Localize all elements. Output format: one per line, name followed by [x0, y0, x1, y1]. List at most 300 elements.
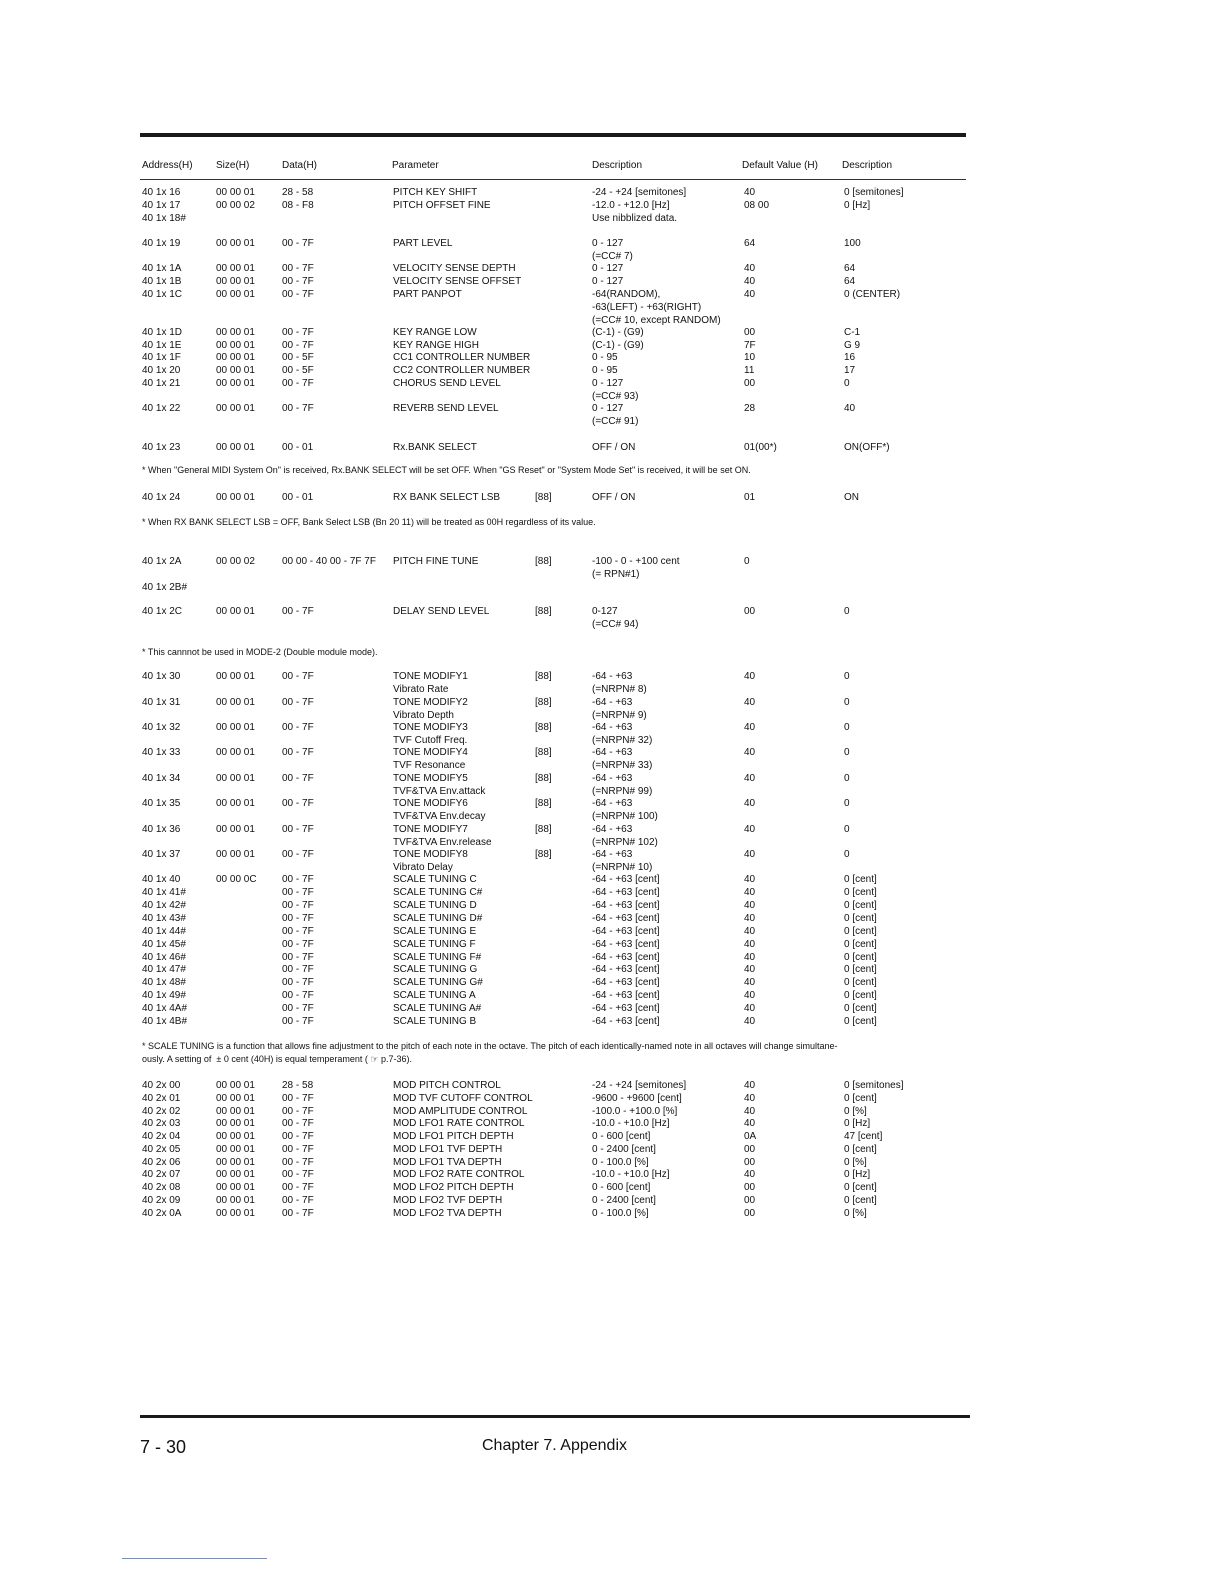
parameter-cell: PITCH FINE TUNE: [393, 556, 479, 567]
parameter-cell: TONE MODIFY5 TVF&TVA Env.attack: [393, 773, 486, 797]
default-value-cell: 40: [744, 187, 756, 198]
description-cell: -64 - +63 [cent]: [592, 939, 660, 950]
size-cell: 00 00 01: [216, 773, 255, 784]
address-cell: 40 1x 20: [142, 365, 181, 376]
description-cell: -64 - +63 [cent]: [592, 1003, 660, 1014]
default-value-cell: 40: [744, 773, 756, 784]
header-description-2: Description: [842, 160, 893, 171]
default-description-cell: 64: [844, 276, 856, 287]
address-cell: 40 1x 47#: [142, 964, 186, 975]
address-cell: 40 1x 4A#: [142, 1003, 188, 1014]
default-value-cell: 40: [744, 1106, 756, 1117]
description-cell: -64 - +63 (=NRPN# 33): [592, 747, 653, 771]
default-value-cell: 40: [744, 798, 756, 809]
default-value-cell: 64: [744, 238, 756, 249]
default-description-cell: 0 [cent]: [844, 1195, 877, 1206]
data-range-cell: 08 - F8: [282, 200, 314, 211]
default-value-cell: 40: [744, 1169, 756, 1180]
size-cell: 00 00 01: [216, 798, 255, 809]
default-value-cell: 01(00*): [744, 442, 777, 453]
size-cell: 00 00 01: [216, 352, 255, 363]
default-value-cell: 00: [744, 1195, 756, 1206]
default-description-cell: 0: [844, 722, 850, 733]
description-cell: -64 - +63 (=NRPN# 99): [592, 773, 653, 797]
note-mode2: * This cannnot be used in MODE-2 (Double module mode).: [142, 647, 378, 657]
default-value-cell: 7F: [744, 340, 756, 351]
description-cell: -64 - +63 [cent]: [592, 964, 660, 975]
description-cell: -64 - +63 [cent]: [592, 1016, 660, 1027]
default-description-cell: 0 [Hz]: [844, 200, 871, 211]
address-cell: 40 1x 36: [142, 824, 181, 835]
description-cell: -64 - +63 [cent]: [592, 874, 660, 885]
size-cell: 00 00 01: [216, 492, 255, 503]
data-range-cell: 00 - 7F: [282, 913, 314, 924]
description-cell: 0 - 2400 [cent]: [592, 1195, 656, 1206]
parameter-cell: PART LEVEL: [393, 238, 453, 249]
data-range-cell: 00 - 7F: [282, 340, 314, 351]
size-cell: 00 00 01: [216, 238, 255, 249]
address-cell: 40 1x 2B#: [142, 582, 188, 593]
address-cell: 40 1x 31: [142, 697, 181, 708]
parameter-cell: CC1 CONTROLLER NUMBER: [393, 352, 531, 363]
page-number: 7 - 30: [140, 1437, 187, 1457]
parameter-cell: CC2 CONTROLLER NUMBER: [393, 365, 531, 376]
address-cell: 40 1x 1A: [142, 263, 182, 274]
parameter-cell: DELAY SEND LEVEL: [393, 606, 490, 617]
parameter-cell: MOD LFO2 TVF DEPTH: [393, 1195, 503, 1206]
data-range-cell: 00 - 01: [282, 492, 314, 503]
default-value-cell: 40: [744, 900, 756, 911]
description-cell: 0 - 95: [592, 365, 618, 376]
reference-cell: [88]: [535, 606, 552, 617]
data-range-cell: 00 - 7F: [282, 926, 314, 937]
default-value-cell: 40: [744, 849, 756, 860]
data-range-cell: 00 - 7F: [282, 798, 314, 809]
data-range-cell: 00 - 7F: [282, 671, 314, 682]
parameter-cell: TONE MODIFY8 Vibrato Delay: [393, 849, 468, 873]
address-cell: 40 1x 1E: [142, 340, 182, 351]
address-cell: 40 1x 1B: [142, 276, 182, 287]
reference-cell: [88]: [535, 492, 552, 503]
reference-cell: [88]: [535, 798, 552, 809]
address-cell: 40 1x 30: [142, 671, 181, 682]
parameter-cell: SCALE TUNING A#: [393, 1003, 482, 1014]
default-value-cell: 40: [744, 263, 756, 274]
description-cell: 0 - 127 (=CC# 7): [592, 238, 633, 262]
parameter-cell: MOD PITCH CONTROL: [393, 1080, 501, 1091]
data-range-cell: 00 - 7F: [282, 606, 314, 617]
parameter-cell: SCALE TUNING F#: [393, 952, 482, 963]
parameter-cell: Rx.BANK SELECT: [393, 442, 477, 453]
default-description-cell: 0 [cent]: [844, 874, 877, 885]
address-cell: 40 1x 16: [142, 187, 181, 198]
description-cell: 0 - 2400 [cent]: [592, 1144, 656, 1155]
data-range-cell: 00 - 7F: [282, 403, 314, 414]
data-range-cell: 00 - 5F: [282, 352, 314, 363]
default-value-cell: 0A: [744, 1131, 757, 1142]
reference-cell: [88]: [535, 824, 552, 835]
default-value-cell: 00: [744, 1182, 756, 1193]
description-cell: -64 - +63 [cent]: [592, 887, 660, 898]
default-description-cell: 0 [cent]: [844, 964, 877, 975]
description-cell: 0 - 100.0 [%]: [592, 1208, 649, 1219]
data-range-cell: 00 - 7F: [282, 964, 314, 975]
data-range-cell: 00 - 7F: [282, 874, 314, 885]
parameter-cell: MOD LFO2 TVA DEPTH: [393, 1208, 502, 1219]
size-cell: 00 00 01: [216, 1144, 255, 1155]
default-value-cell: 01: [744, 492, 756, 503]
address-cell: 40 1x 45#: [142, 939, 186, 950]
address-cell: 40 2x 04: [142, 1131, 181, 1142]
parameter-cell: MOD AMPLITUDE CONTROL: [393, 1106, 528, 1117]
description-cell: -64 - +63 (=NRPN# 9): [592, 697, 647, 721]
default-description-cell: 0 [cent]: [844, 913, 877, 924]
description-cell: -12.0 - +12.0 [Hz]: [592, 200, 670, 211]
header-address: Address(H): [142, 160, 193, 171]
address-cell: 40 1x 1D: [142, 327, 183, 338]
description-cell: 0 - 127: [592, 276, 624, 287]
reference-cell: [88]: [535, 849, 552, 860]
address-cell: 40 2x 0A: [142, 1208, 182, 1219]
data-range-cell: 00 - 01: [282, 442, 314, 453]
parameter-cell: PART PANPOT: [393, 289, 462, 300]
default-description-cell: 0 [cent]: [844, 1144, 877, 1155]
default-value-cell: 40: [744, 990, 756, 1001]
description-cell: -64 - +63 (=NRPN# 100): [592, 798, 658, 822]
description-cell: (C-1) - (G9): [592, 327, 644, 338]
header-parameter: Parameter: [392, 160, 439, 171]
address-cell: 40 1x 44#: [142, 926, 186, 937]
default-description-cell: 0: [844, 798, 850, 809]
default-value-cell: 00: [744, 1144, 756, 1155]
data-range-cell: 00 - 7F: [282, 887, 314, 898]
parameter-cell: MOD LFO2 RATE CONTROL: [393, 1169, 525, 1180]
address-cell: 40 1x 41#: [142, 887, 186, 898]
description-cell: Use nibblized data.: [592, 213, 678, 224]
address-cell: 40 2x 01: [142, 1093, 181, 1104]
parameter-cell: TONE MODIFY2 Vibrato Depth: [393, 697, 468, 721]
parameter-cell: KEY RANGE HIGH: [393, 340, 479, 351]
default-description-cell: 0 [cent]: [844, 1182, 877, 1193]
description-cell: -24 - +24 [semitones]: [592, 1080, 687, 1091]
data-range-cell: 00 - 7F: [282, 276, 314, 287]
default-description-cell: 0 [cent]: [844, 939, 877, 950]
description-cell: -64 - +63 [cent]: [592, 990, 660, 1001]
default-description-cell: 0 [Hz]: [844, 1118, 871, 1129]
parameter-cell: SCALE TUNING D#: [393, 913, 483, 924]
size-cell: 00 00 01: [216, 442, 255, 453]
default-value-cell: 40: [744, 977, 756, 988]
parameter-cell: SCALE TUNING E: [393, 926, 477, 937]
default-value-cell: 40: [744, 1003, 756, 1014]
data-range-cell: 00 - 7F: [282, 1016, 314, 1027]
parameter-cell: REVERB SEND LEVEL: [393, 403, 499, 414]
page-link-underline: [122, 1558, 267, 1559]
address-cell: 40 1x 32: [142, 722, 181, 733]
description-cell: -100.0 - +100.0 [%]: [592, 1106, 678, 1117]
address-cell: 40 1x 24: [142, 492, 181, 503]
description-cell: -100 - 0 - +100 cent (= RPN#1): [592, 556, 680, 580]
default-description-cell: 0 [cent]: [844, 926, 877, 937]
reference-cell: [88]: [535, 697, 552, 708]
description-cell: 0 - 127: [592, 263, 624, 274]
address-cell: 40 1x 19: [142, 238, 181, 249]
note-scale-tuning: * SCALE TUNING is a function that allows fine adjustment to the pitch of each note in the octave. The pitch of each identically-named note in all octaves will change simultane- ously. A setting of ± 0 cent (40H) is equal temperament ( ☞ p.7-36).: [142, 1041, 838, 1064]
default-value-cell: 40: [744, 697, 756, 708]
data-range-cell: 00 - 7F: [282, 1003, 314, 1014]
description-cell: (C-1) - (G9): [592, 340, 644, 351]
default-description-cell: 0 (CENTER): [844, 289, 901, 300]
default-description-cell: 16: [844, 352, 856, 363]
description-cell: OFF / ON: [592, 492, 636, 503]
size-cell: 00 00 01: [216, 1208, 255, 1219]
description-cell: -64 - +63 [cent]: [592, 952, 660, 963]
default-value-cell: 40: [744, 1080, 756, 1091]
parameter-cell: TONE MODIFY1 Vibrato Rate: [393, 671, 468, 695]
size-cell: 00 00 01: [216, 1131, 255, 1142]
parameter-cell: VELOCITY SENSE DEPTH: [393, 263, 516, 274]
default-description-cell: 0 [semitones]: [844, 187, 904, 198]
default-description-cell: 0 [Hz]: [844, 1169, 871, 1180]
data-range-cell: 00 - 7F: [282, 773, 314, 784]
parameter-cell: MOD LFO1 RATE CONTROL: [393, 1118, 525, 1129]
data-range-cell: 00 - 7F: [282, 1106, 314, 1117]
parameter-cell: RX BANK SELECT LSB: [393, 492, 501, 503]
data-range-cell: 00 - 7F: [282, 1208, 314, 1219]
description-cell: -64 - +63 [cent]: [592, 977, 660, 988]
description-cell: 0 - 600 [cent]: [592, 1131, 651, 1142]
address-cell: 40 1x 1F: [142, 352, 181, 363]
size-cell: 00 00 01: [216, 824, 255, 835]
chapter-title: Chapter 7. Appendix: [482, 1437, 627, 1454]
description-cell: -64 - +63 (=NRPN# 10): [592, 849, 653, 873]
default-description-cell: 0 [cent]: [844, 1003, 877, 1014]
default-description-cell: 0 [cent]: [844, 952, 877, 963]
default-description-cell: 0 [cent]: [844, 887, 877, 898]
address-cell: 40 1x 2A: [142, 556, 182, 567]
description-cell: -9600 - +9600 [cent]: [592, 1093, 682, 1104]
size-cell: 00 00 02: [216, 556, 255, 567]
parameter-cell: MOD LFO1 PITCH DEPTH: [393, 1131, 514, 1142]
default-value-cell: 0: [744, 556, 750, 567]
address-cell: 40 2x 02: [142, 1106, 181, 1117]
size-cell: 00 00 01: [216, 327, 255, 338]
data-range-cell: 00 - 7F: [282, 378, 314, 389]
size-cell: 00 00 01: [216, 276, 255, 287]
default-description-cell: 0 [cent]: [844, 990, 877, 1001]
parameter-cell: SCALE TUNING C#: [393, 887, 483, 898]
data-range-cell: 00 - 7F: [282, 327, 314, 338]
default-description-cell: 0: [844, 606, 850, 617]
default-value-cell: 40: [744, 964, 756, 975]
reference-cell: [88]: [535, 747, 552, 758]
parameter-cell: MOD LFO2 PITCH DEPTH: [393, 1182, 514, 1193]
default-value-cell: 40: [744, 1016, 756, 1027]
default-description-cell: 0: [844, 824, 850, 835]
data-range-cell: 00 - 7F: [282, 697, 314, 708]
size-cell: 00 00 01: [216, 849, 255, 860]
default-description-cell: 0: [844, 747, 850, 758]
address-cell: 40 2x 07: [142, 1169, 181, 1180]
description-cell: -64(RANDOM), -63(LEFT) - +63(RIGHT) (=CC# 10, except RANDOM): [592, 289, 721, 326]
default-description-cell: 100: [844, 238, 861, 249]
address-cell: 40 1x 1C: [142, 289, 183, 300]
parameter-cell: MOD TVF CUTOFF CONTROL: [393, 1093, 533, 1104]
default-value-cell: 40: [744, 913, 756, 924]
address-cell: 40 1x 37: [142, 849, 181, 860]
description-cell: -64 - +63 (=NRPN# 32): [592, 722, 653, 746]
data-range-cell: 00 - 7F: [282, 952, 314, 963]
default-description-cell: 0 [cent]: [844, 1016, 877, 1027]
note-rx-bank-select-lsb: * When RX BANK SELECT LSB = OFF, Bank Select LSB (Bn 20 11) will be treated as 00H regardless of its value.: [142, 517, 596, 527]
parameter-cell: SCALE TUNING B: [393, 1016, 477, 1027]
data-range-cell: 00 - 7F: [282, 849, 314, 860]
data-range-cell: 00 - 7F: [282, 1118, 314, 1129]
data-range-cell: 00 - 5F: [282, 365, 314, 376]
description-cell: -64 - +63 [cent]: [592, 900, 660, 911]
description-cell: -24 - +24 [semitones]: [592, 187, 687, 198]
data-range-cell: 28 - 58: [282, 1080, 314, 1091]
default-description-cell: C-1: [844, 327, 861, 338]
header-size: Size(H): [216, 160, 250, 171]
default-value-cell: 00: [744, 378, 756, 389]
size-cell: 00 00 02: [216, 200, 255, 211]
parameter-cell: TONE MODIFY7 TVF&TVA Env.release: [393, 824, 492, 848]
description-cell: -64 - +63 (=NRPN# 8): [592, 671, 647, 695]
default-description-cell: 0 [%]: [844, 1157, 867, 1168]
address-cell: 40 1x 21: [142, 378, 181, 389]
size-cell: 00 00 0C: [216, 874, 257, 885]
data-range-cell: 28 - 58: [282, 187, 314, 198]
default-value-cell: 40: [744, 887, 756, 898]
data-range-cell: 00 - 7F: [282, 1182, 314, 1193]
default-description-cell: 0: [844, 671, 850, 682]
address-cell: 40 1x 22: [142, 403, 181, 414]
address-cell: 40 1x 2C: [142, 606, 183, 617]
parameter-cell: SCALE TUNING A: [393, 990, 476, 1001]
size-cell: 00 00 01: [216, 187, 255, 198]
parameter-cell: KEY RANGE LOW: [393, 327, 477, 338]
address-cell: 40 1x 48#: [142, 977, 186, 988]
default-value-cell: 00: [744, 606, 756, 617]
address-cell: 40 1x 17: [142, 200, 181, 211]
size-cell: 00 00 01: [216, 1118, 255, 1129]
data-range-cell: 00 - 7F: [282, 1131, 314, 1142]
bottom-rule: [140, 1415, 970, 1418]
default-description-cell: 0: [844, 849, 850, 860]
default-value-cell: 40: [744, 671, 756, 682]
size-cell: 00 00 01: [216, 1169, 255, 1180]
size-cell: 00 00 01: [216, 1080, 255, 1091]
parameter-cell: SCALE TUNING F: [393, 939, 476, 950]
header-default-value: Default Value (H): [742, 160, 818, 171]
default-value-cell: 40: [744, 276, 756, 287]
default-description-cell: 0 [semitones]: [844, 1080, 904, 1091]
data-range-cell: 00 - 7F: [282, 824, 314, 835]
address-cell: 40 1x 35: [142, 798, 181, 809]
data-range-cell: 00 - 7F: [282, 238, 314, 249]
size-cell: 00 00 01: [216, 1157, 255, 1168]
default-description-cell: ON: [844, 492, 859, 503]
address-cell: 40 1x 43#: [142, 913, 186, 924]
header-data: Data(H): [282, 160, 318, 171]
parameter-cell: SCALE TUNING G#: [393, 977, 483, 988]
description-cell: 0 - 127 (=CC# 93): [592, 378, 639, 402]
default-value-cell: 00: [744, 327, 756, 338]
data-range-cell: 00 - 7F: [282, 939, 314, 950]
default-value-cell: 40: [744, 926, 756, 937]
data-range-cell: 00 - 7F: [282, 289, 314, 300]
description-cell: 0 - 95: [592, 352, 618, 363]
description-cell: -64 - +63 [cent]: [592, 913, 660, 924]
description-cell: -64 - +63 [cent]: [592, 926, 660, 937]
description-cell: 0-127 (=CC# 94): [592, 606, 639, 630]
default-value-cell: 40: [744, 952, 756, 963]
size-cell: 00 00 01: [216, 403, 255, 414]
default-description-cell: 0 [%]: [844, 1208, 867, 1219]
parameter-cell: SCALE TUNING C: [393, 874, 477, 885]
size-cell: 00 00 01: [216, 378, 255, 389]
parameter-cell: VELOCITY SENSE OFFSET: [393, 276, 522, 287]
address-cell: 40 1x 40: [142, 874, 181, 885]
reference-cell: [88]: [535, 773, 552, 784]
parameter-cell: PITCH KEY SHIFT: [393, 187, 478, 198]
default-description-cell: 0: [844, 773, 850, 784]
size-cell: 00 00 01: [216, 747, 255, 758]
default-description-cell: G 9: [844, 340, 861, 351]
data-range-cell: 00 - 7F: [282, 900, 314, 911]
parameter-cell: MOD LFO1 TVA DEPTH: [393, 1157, 502, 1168]
description-cell: -64 - +63 (=NRPN# 102): [592, 824, 658, 848]
default-description-cell: 40: [844, 403, 856, 414]
default-value-cell: 11: [744, 365, 755, 376]
address-cell: 40 2x 00: [142, 1080, 181, 1091]
default-description-cell: 47 [cent]: [844, 1131, 883, 1142]
address-cell: 40 1x 18#: [142, 213, 186, 224]
parameter-cell: TONE MODIFY3 TVF Cutoff Freq.: [393, 722, 468, 746]
description-cell: 0 - 127 (=CC# 91): [592, 403, 639, 427]
size-cell: 00 00 01: [216, 1106, 255, 1117]
description-cell: -10.0 - +10.0 [Hz]: [592, 1169, 670, 1180]
parameter-cell: CHORUS SEND LEVEL: [393, 378, 501, 389]
data-range-cell: 00 - 7F: [282, 1195, 314, 1206]
parameter-cell: MOD LFO1 TVF DEPTH: [393, 1144, 503, 1155]
default-description-cell: 0 [cent]: [844, 1093, 877, 1104]
size-cell: 00 00 01: [216, 606, 255, 617]
description-cell: 0 - 600 [cent]: [592, 1182, 651, 1193]
size-cell: 00 00 01: [216, 722, 255, 733]
address-cell: 40 1x 49#: [142, 990, 186, 1001]
description-cell: 0 - 100.0 [%]: [592, 1157, 649, 1168]
reference-cell: [88]: [535, 722, 552, 733]
address-cell: 40 2x 06: [142, 1157, 181, 1168]
size-cell: 00 00 01: [216, 340, 255, 351]
address-cell: 40 2x 09: [142, 1195, 181, 1206]
default-description-cell: 0: [844, 697, 850, 708]
data-range-cell: 00 - 7F: [282, 990, 314, 1001]
reference-cell: [88]: [535, 671, 552, 682]
data-range-cell: 00 - 7F: [282, 747, 314, 758]
size-cell: 00 00 01: [216, 1182, 255, 1193]
default-value-cell: 40: [744, 289, 756, 300]
data-range-cell: 00 - 7F: [282, 263, 314, 274]
default-value-cell: 40: [744, 1093, 756, 1104]
address-cell: 40 1x 46#: [142, 952, 186, 963]
default-description-cell: 0 [cent]: [844, 977, 877, 988]
address-cell: 40 1x 42#: [142, 900, 186, 911]
size-cell: 00 00 01: [216, 697, 255, 708]
description-cell: -10.0 - +10.0 [Hz]: [592, 1118, 670, 1129]
